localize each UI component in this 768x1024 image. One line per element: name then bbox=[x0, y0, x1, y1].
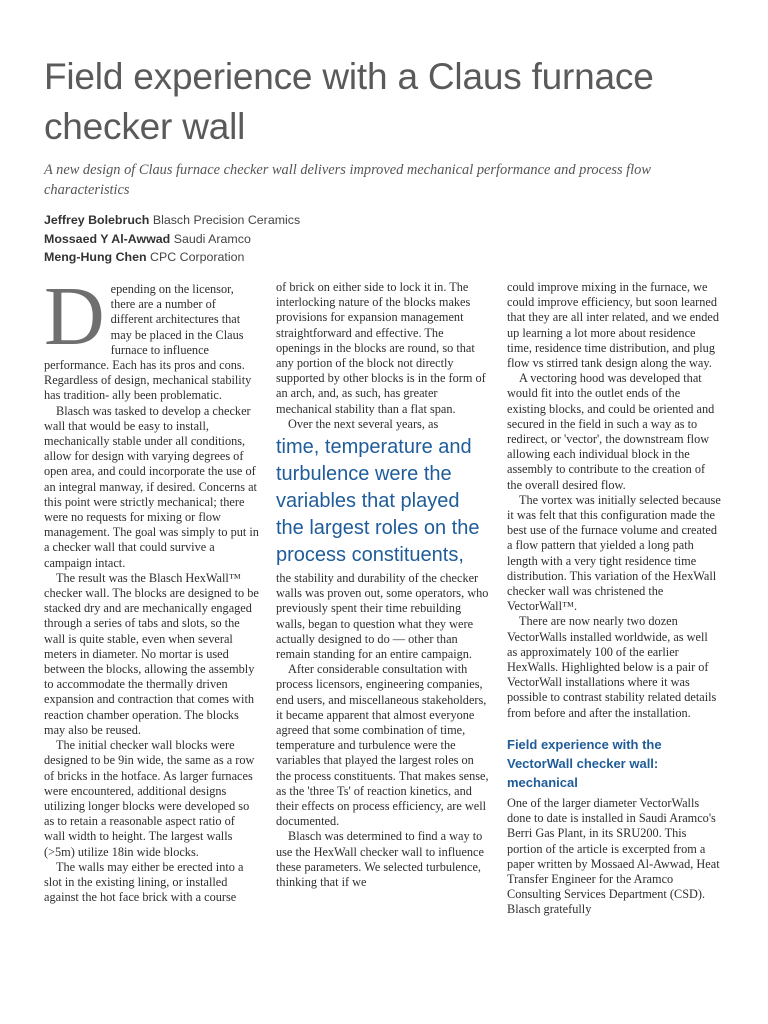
body-paragraph: There are now nearly two dozen VectorWalls installed worldwide, as well as approximately 100 of the earlier HexWalls. Highlighted below is a pair of VectorWall installations where it was possible to contrast stability related details from before and after the installation. bbox=[507, 614, 717, 720]
body-paragraph: could improve mixing in the furnace, we could improve efficiency, but soon learned that they are all inter related, and we ended up learning a lot more about residence time, residence time distribution, and plug flow vs stirred tank design along the way. bbox=[507, 280, 720, 371]
pull-quote: time, temperature and turbulence were the variables that played the largest roles on the process constituents, bbox=[276, 436, 480, 567]
author-org: CPC Corporation bbox=[150, 250, 245, 264]
author-name: Mossaed Y Al-Awwad bbox=[44, 231, 171, 246]
body-paragraph: Depending on the licensor, there are a number of different architectures that may be placed in the Claus furnace to influence performance. Each has its pros and cons. Regardless of design, mechanical stability has tradition- ally been problematic. bbox=[44, 270, 252, 403]
body-paragraph: Blasch was tasked to develop a checker wall that would be easy to install, mechanically stable under all conditions, allow for design with varying degrees of open area, and could incorporate the use of an integral manway, if desired. Concerns at this point were strictly mechanical; there were no requests for mixing or flow management. The goal was simply to put in a checker wall that could survive a campaign intact. bbox=[44, 403, 259, 570]
body-paragraph: The walls may either be erected into a slot in the existing lining, or installed against the hot face brick with a course bbox=[44, 859, 244, 905]
body-paragraph: After considerable consultation with process licensors, engineering companies, end users, and miscellaneous stakeholders, it became apparent that almost everyone agreed that some combination of time, temperature and turbulence were the variables that played the largest roles on the process constituents. That makes sense, as the 'three Ts' of reaction kinetics, and their effects on process efficiency, are well documented. bbox=[276, 662, 489, 829]
body-paragraph: A vectoring hood was developed that would fit into the outlet ends of the existing blocks, and could be oriented and secured in the field in such a way as to redirect, or 'vector', the downstream flow allowing each individual block in the assembly to contribute to the creation of the overall desired flow. bbox=[507, 371, 715, 492]
body-paragraph: Over the next several years, as bbox=[288, 416, 439, 431]
author-name: Meng-Hung Chen bbox=[44, 250, 147, 264]
article-standfirst: A new design of Claus furnace checker wall delivers improved mechanical performance and process flow characteristics bbox=[44, 162, 651, 198]
body-column-2 bbox=[276, 280, 490, 890]
author-list bbox=[44, 211, 544, 267]
article-title: Field experience with a Claus furnace checker wall bbox=[44, 56, 654, 147]
author-org: Blasch Precision Ceramics bbox=[152, 213, 301, 227]
drop-cap: D bbox=[44, 270, 105, 363]
body-paragraph: of brick on either side to lock it in. The interlocking nature of the blocks makes provisions for expansion management straightforward and effective. The openings in the blocks are round, so that any portion of the block not directly supported by other blocks is in the form of an arch, and, as such, has greater mechanical stability than a flat span. bbox=[276, 280, 486, 416]
author-line bbox=[44, 248, 544, 267]
author-org: Saudi Aramco bbox=[173, 231, 251, 246]
body-column-1 bbox=[44, 270, 259, 905]
section-subheading: Field experience with the VectorWall checker wall: mechanical bbox=[507, 736, 662, 790]
body-paragraph: the stability and durability of the checker walls was proven out, some operators, who previously spent their time rebuilding walls, began to question what they were actually designed to do — other than remain standing for an entire campaign. bbox=[276, 571, 489, 662]
author-name: Jeffrey Bolebruch bbox=[44, 213, 150, 227]
body-paragraph: The initial checker wall blocks were designed to be 9in wide, the same as a row of bricks in the hotface. As larger furnaces were encountered, additional designs utilizing longer blocks were developed so as to retain a reasonable aspect ratio of wall width to height. The largest walls (>5m) utilize 18in wide blocks. bbox=[44, 738, 255, 859]
body-paragraph: One of the larger diameter VectorWalls done to date is installed in Saudi Aramco's Berri Gas Plant, in its SRU200. This portion of the article is excerpted from a paper written by Mossaed Al-Awwad, Heat Transfer Engineer for the Aramco Consulting Services Department (CSD). Blasch gratefully bbox=[507, 795, 720, 917]
body-paragraph: The vortex was initially selected because it was felt that this configuration made the best use of the furnace volume and created a flow pattern that yielded a long path length with a very tight residence time distribution. This variation of the HexWall checker wall was christened the VectorWall™. bbox=[507, 492, 721, 614]
author-line bbox=[44, 211, 544, 230]
body-paragraph: Blasch was determined to find a way to use the HexWall checker wall to influence these parameters. We selected turbulence, thinking that if we bbox=[276, 829, 484, 890]
author-line bbox=[44, 230, 544, 249]
body-column-3 bbox=[507, 280, 721, 918]
body-paragraph: The result was the Blasch HexWall™ checker wall. The blocks are designed to be stacked dry and are mechanically engaged through a series of tabs and slots, so the wall is quite stable, even when several meters in diameter. No mortar is used between the blocks, allowing the assembly to accommodate the thermally driven expansion and contraction that comes with reaction chamber operation. The blocks may also be reused. bbox=[44, 570, 259, 737]
